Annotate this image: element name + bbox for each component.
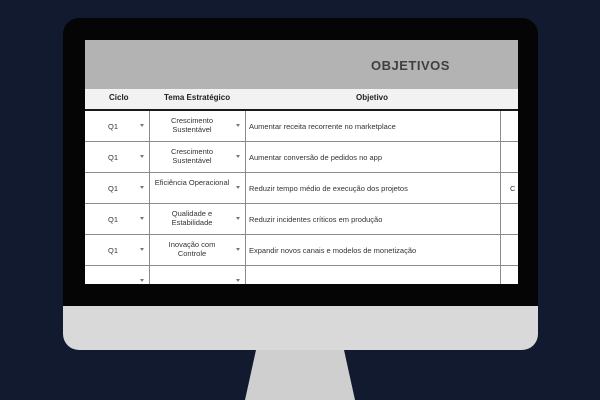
ciclo-value: Q1 — [108, 122, 119, 131]
objetivo-cell[interactable] — [246, 266, 501, 284]
objetivo-cell[interactable] — [246, 173, 501, 203]
sheet-title: OBJETIVOS — [371, 58, 450, 73]
objetivo-cell[interactable] — [246, 235, 501, 265]
ciclo-dropdown[interactable] — [85, 204, 150, 234]
chevron-down-icon[interactable] — [236, 217, 240, 220]
extra-cell[interactable] — [501, 111, 518, 141]
column-header-row — [85, 89, 518, 111]
chevron-down-icon[interactable] — [236, 155, 240, 158]
objetivo-value: Reduzir tempo médio de execução dos projetos — [249, 184, 408, 193]
tema-dropdown[interactable] — [150, 111, 246, 141]
table-row — [85, 111, 518, 142]
chevron-down-icon[interactable] — [140, 217, 144, 220]
objetivo-value: Reduzir incidentes críticos em produção — [249, 215, 383, 224]
tema-dropdown[interactable] — [150, 173, 246, 203]
ciclo-value: Q1 — [108, 215, 119, 224]
extra-cell[interactable] — [501, 142, 518, 172]
objetivo-cell[interactable] — [246, 111, 501, 141]
chevron-down-icon[interactable] — [140, 155, 144, 158]
chevron-down-icon[interactable] — [236, 279, 240, 282]
monitor-stand — [245, 350, 355, 400]
extra-cell[interactable] — [501, 204, 518, 234]
chevron-down-icon[interactable] — [140, 186, 144, 189]
extra-cell[interactable] — [501, 266, 518, 284]
ciclo-dropdown[interactable] — [85, 235, 150, 265]
extra-cell[interactable] — [501, 235, 518, 265]
objetivo-cell[interactable] — [246, 204, 501, 234]
table-row — [85, 266, 518, 284]
column-header-tema: Tema Estratégico — [164, 93, 231, 102]
objetivo-value: Expandir novos canais e modelos de monetização — [249, 246, 417, 255]
objetivo-value: Aumentar conversão de pedidos no app — [249, 153, 383, 162]
chevron-down-icon[interactable] — [140, 248, 144, 251]
objectives-table — [85, 111, 518, 284]
chevron-down-icon[interactable] — [236, 124, 240, 127]
column-header-ciclo: Ciclo — [109, 93, 129, 102]
ciclo-value: Q1 — [108, 246, 119, 255]
extra-value: C — [510, 184, 516, 193]
table-row — [85, 204, 518, 235]
objetivo-value: Aumentar receita recorrente no marketplace — [249, 122, 396, 131]
column-header-objetivo: Objetivo — [356, 93, 389, 102]
monitor-chin — [63, 306, 538, 350]
ciclo-dropdown[interactable] — [85, 173, 150, 203]
chevron-down-icon[interactable] — [236, 186, 240, 189]
ciclo-value: Q1 — [108, 184, 119, 193]
table-row — [85, 235, 518, 266]
ciclo-dropdown[interactable] — [85, 142, 150, 172]
chevron-down-icon[interactable] — [140, 124, 144, 127]
table-row — [85, 142, 518, 173]
tema-dropdown[interactable] — [150, 204, 246, 234]
tema-value: Inovação com Controle — [168, 240, 216, 258]
ciclo-dropdown[interactable] — [85, 266, 150, 284]
table-row — [85, 173, 518, 204]
tema-value: Crescimento Sustentável — [170, 147, 214, 165]
chevron-down-icon[interactable] — [140, 279, 144, 282]
ciclo-dropdown[interactable] — [85, 111, 150, 141]
tema-dropdown[interactable] — [150, 142, 246, 172]
sheet-header-band — [85, 40, 518, 89]
tema-dropdown[interactable] — [150, 235, 246, 265]
ciclo-value: Q1 — [108, 153, 119, 162]
extra-cell[interactable] — [501, 173, 518, 203]
spreadsheet-screen — [85, 40, 518, 284]
tema-dropdown[interactable] — [150, 266, 246, 284]
objetivo-cell[interactable] — [246, 142, 501, 172]
chevron-down-icon[interactable] — [236, 248, 240, 251]
tema-value: Crescimento Sustentável — [170, 116, 214, 134]
tema-value: Qualidade e Estabilidade — [171, 209, 213, 227]
tema-value: Eficiência Operacional — [154, 178, 230, 187]
